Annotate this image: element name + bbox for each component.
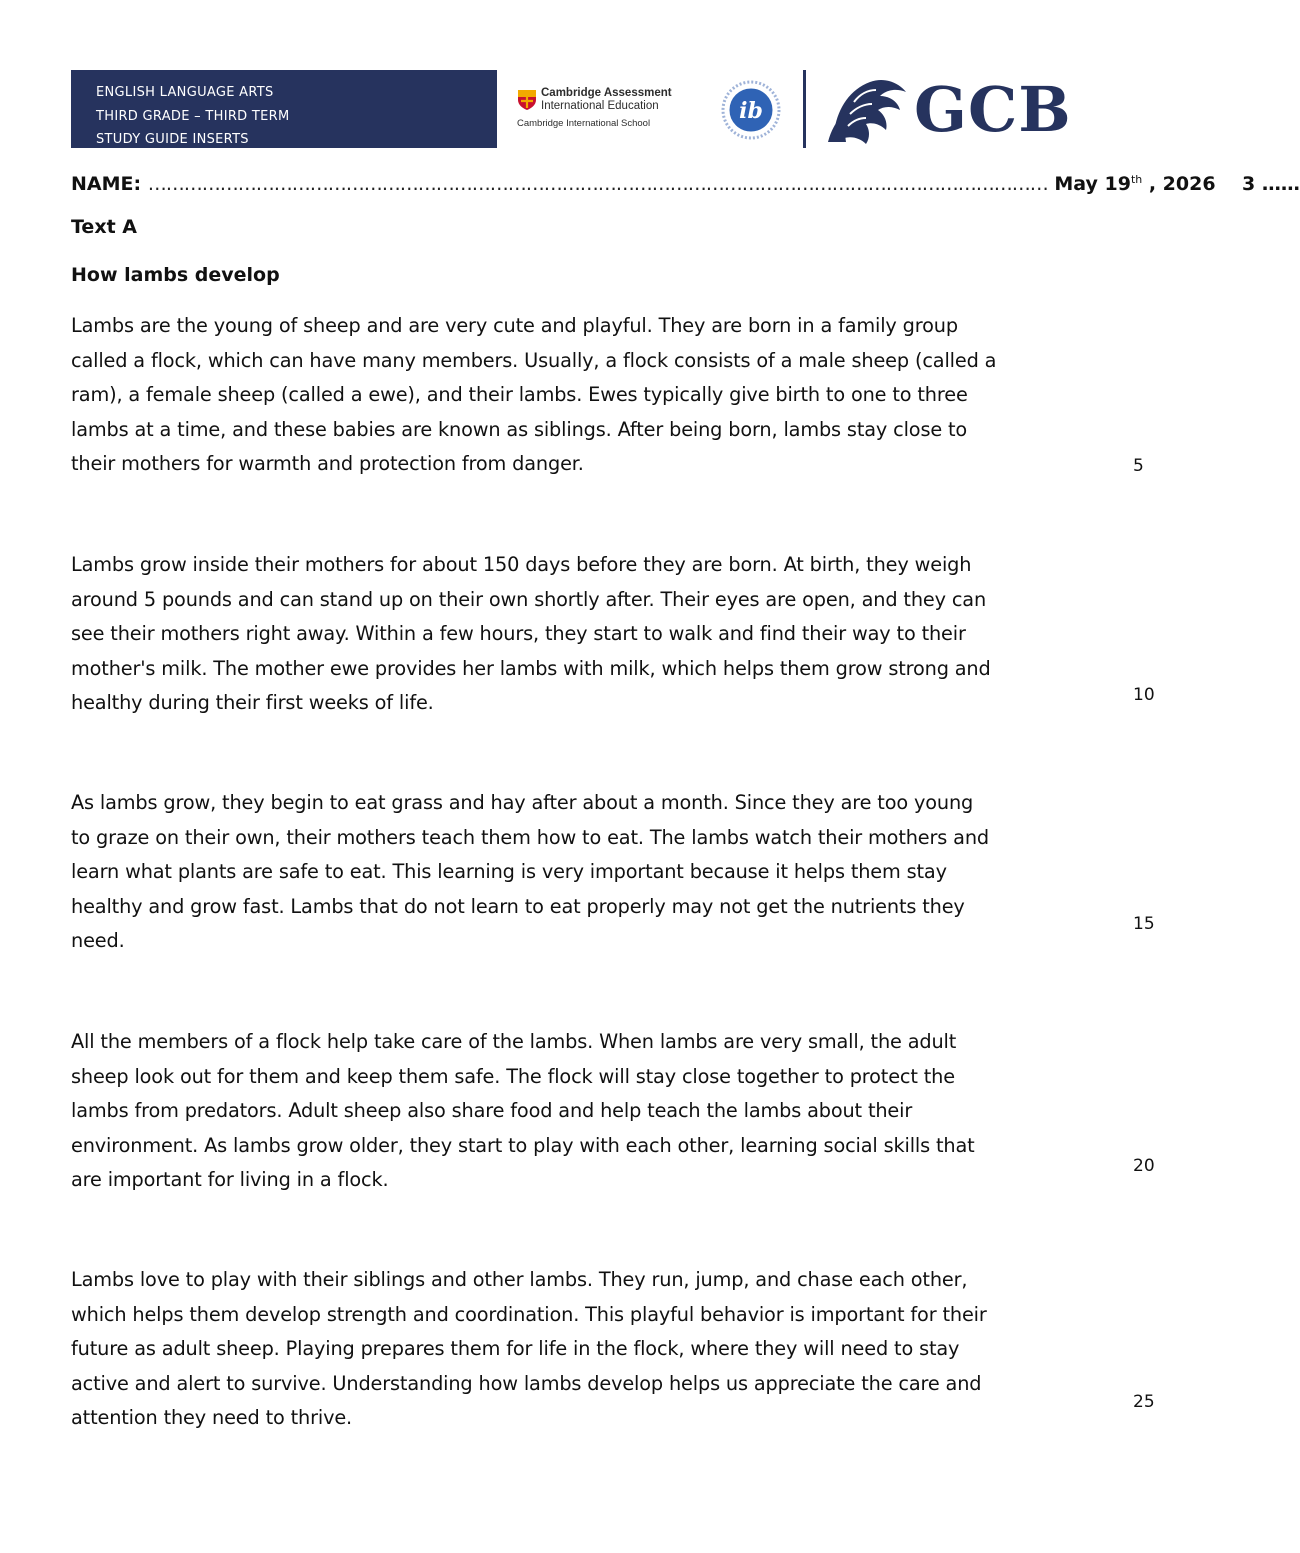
paragraph-line: learn what plants are safe to eat. This learning is very important because it helps them stay — [71, 860, 947, 884]
paragraph-line: their mothers for warmth and protection from danger. — [71, 452, 584, 476]
name-blank-line: …………………………………………………………………………………………………………………………………… — [147, 173, 1048, 195]
ib-logo-icon — [715, 80, 787, 140]
paragraph-line: called a flock, which can have many members. Usually, a flock consists of a male sheep (called a — [71, 348, 997, 372]
ib-logo-text: ib — [739, 98, 763, 124]
paragraph-line: Lambs grow inside their mothers for about 150 days before they are born. At birth, they weigh — [71, 553, 972, 576]
course-doc-type: STUDY GUIDE INSERTS — [96, 132, 249, 147]
cambridge-logo-line1: Cambridge Assessment — [541, 87, 672, 99]
line-number: 25 — [1133, 1392, 1155, 1412]
passage-title: How lambs develop — [71, 264, 280, 286]
paragraph-line: are important for living in a flock. — [71, 1168, 389, 1192]
cambridge-logo-line3: Cambridge International School — [517, 118, 651, 129]
paragraph-line: healthy and grow fast. Lambs that do not learn to eat properly may not get the nutrients they — [71, 894, 965, 918]
paragraph-line: active and alert to survive. Understanding how lambs develop helps us appreciate the care and — [71, 1371, 982, 1395]
name-date-row — [71, 170, 1300, 198]
paragraph-line: Lambs are the young of sheep and are very cute and playful. They are born in a family group — [71, 314, 958, 337]
paragraph-line: Lambs love to play with their siblings and other lambs. They run, jump, and chase each other, — [71, 1268, 968, 1291]
course-header-band — [71, 70, 497, 148]
paragraph-line: sheep look out for them and keep them safe. The flock will stay close together to protect the — [71, 1064, 955, 1088]
line-number: 15 — [1133, 914, 1155, 934]
gcb-logo-text: GCB — [914, 73, 1072, 146]
line-number: 5 — [1133, 456, 1144, 476]
paragraph-line: which helps them develop strength and coordination. This playful behavior is important for their — [71, 1302, 987, 1326]
cambridge-logo-line2: International Education — [541, 100, 659, 112]
name-label: NAME: — [71, 173, 142, 195]
paragraph-line: future as adult sheep. Playing prepares them for life in the flock, where they will need to stay — [71, 1337, 960, 1361]
paragraph-line: healthy during their first weeks of life. — [71, 691, 434, 715]
paragraph — [71, 548, 1126, 721]
date-ordinal: th — [1130, 173, 1143, 186]
paragraph-line: mother's milk. The mother ewe provides her lambs with milk, which helps them grow strong and — [71, 656, 991, 680]
course-grade-term: THIRD GRADE – THIRD TERM — [96, 108, 290, 124]
paragraph — [71, 786, 1126, 959]
paragraph-line: environment. As lambs grow older, they start to play with each other, learning social skills that — [71, 1133, 975, 1157]
date-year: , 2026 — [1142, 173, 1216, 195]
date-text: May 19 — [1054, 173, 1131, 195]
lion-crest-icon — [826, 72, 912, 148]
line-number: 20 — [1133, 1156, 1155, 1176]
paragraph-line: to graze on their own, their mothers teach them how to eat. The lambs watch their mothers and — [71, 825, 989, 849]
paragraph-line: ram), a female sheep (called a ewe), and their lambs. Ewes typically give birth to one to three — [71, 383, 968, 407]
course-subject: ENGLISH LANGUAGE ARTS — [96, 85, 274, 100]
paragraph-line: around 5 pounds and can stand up on their own shortly after. Their eyes are open, and they can — [71, 587, 987, 611]
paragraph-line: need. — [71, 929, 125, 953]
text-label: Text A — [71, 216, 137, 238]
paragraph-line: see their mothers right away. Within a few hours, they start to walk and find their way to their — [71, 622, 966, 646]
paragraph — [71, 1025, 1126, 1198]
paragraph — [71, 1263, 1126, 1436]
cambridge-logo — [517, 87, 677, 133]
grade-field: 3 …… — [1242, 173, 1300, 195]
paragraph-line: All the members of a flock help take care of the lambs. When lambs are very small, the adult — [71, 1030, 957, 1053]
line-number: 10 — [1133, 685, 1155, 705]
paragraph — [71, 309, 1126, 482]
logo-divider — [803, 70, 806, 148]
paragraph-line: lambs at a time, and these babies are known as siblings. After being born, lambs stay close to — [71, 417, 968, 441]
cambridge-shield-icon — [517, 89, 537, 111]
paragraph-line: attention they need to thrive. — [71, 1406, 353, 1430]
paragraph-line: lambs from predators. Adult sheep also share food and help teach the lambs about their — [71, 1099, 913, 1123]
paragraph-line: As lambs grow, they begin to eat grass and hay after about a month. Since they are too young — [71, 791, 974, 814]
